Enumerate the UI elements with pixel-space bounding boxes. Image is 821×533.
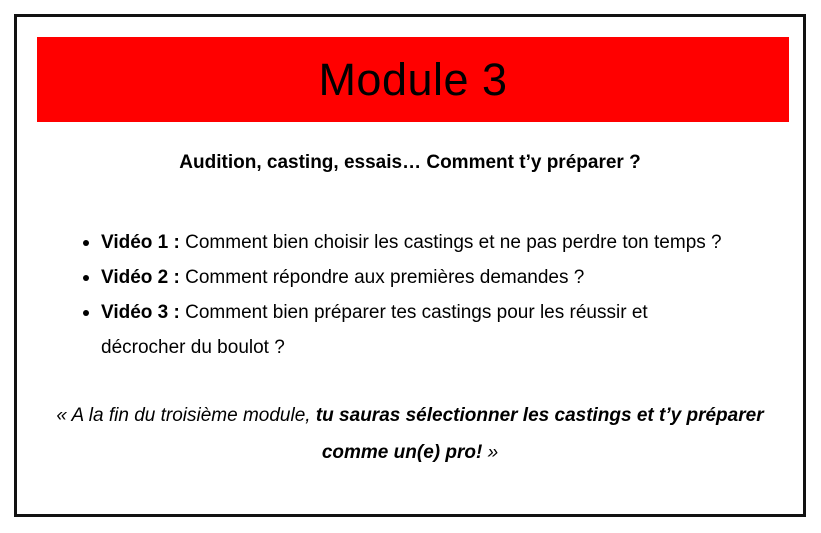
video-description: Comment répondre aux premières demandes ? (179, 267, 585, 288)
title-banner (37, 37, 789, 122)
video-list-item (79, 295, 721, 365)
video-list (79, 225, 799, 365)
video-label: Vidéo 3 : (101, 302, 180, 323)
video-label: Vidéo 2 : (101, 267, 180, 288)
slide-frame (14, 14, 806, 517)
bullet-icon (83, 310, 89, 316)
video-description: Comment bien préparer tes castings pour les réussir et décrocher du boulot ? (101, 302, 648, 358)
video-description: Comment bien choisir les castings et ne pas perdre ton temps ? (179, 232, 722, 253)
conclusion-outro: » (482, 442, 499, 463)
video-list-item (79, 260, 799, 295)
module-conclusion (47, 397, 773, 471)
video-list-item (79, 225, 799, 260)
bullet-icon (83, 275, 89, 281)
video-label: Vidéo 1 : (101, 232, 180, 253)
slide-subtitle: Audition, casting, essais… Comment t’y préparer ? (179, 152, 641, 173)
conclusion-intro: « A la fin du troisième module, (56, 405, 316, 426)
slide-title: Module 3 (318, 53, 508, 105)
bullet-icon (83, 240, 89, 246)
conclusion-emphasis: tu sauras sélectionner les castings et t’y préparer comme un(e) pro! (315, 405, 764, 463)
